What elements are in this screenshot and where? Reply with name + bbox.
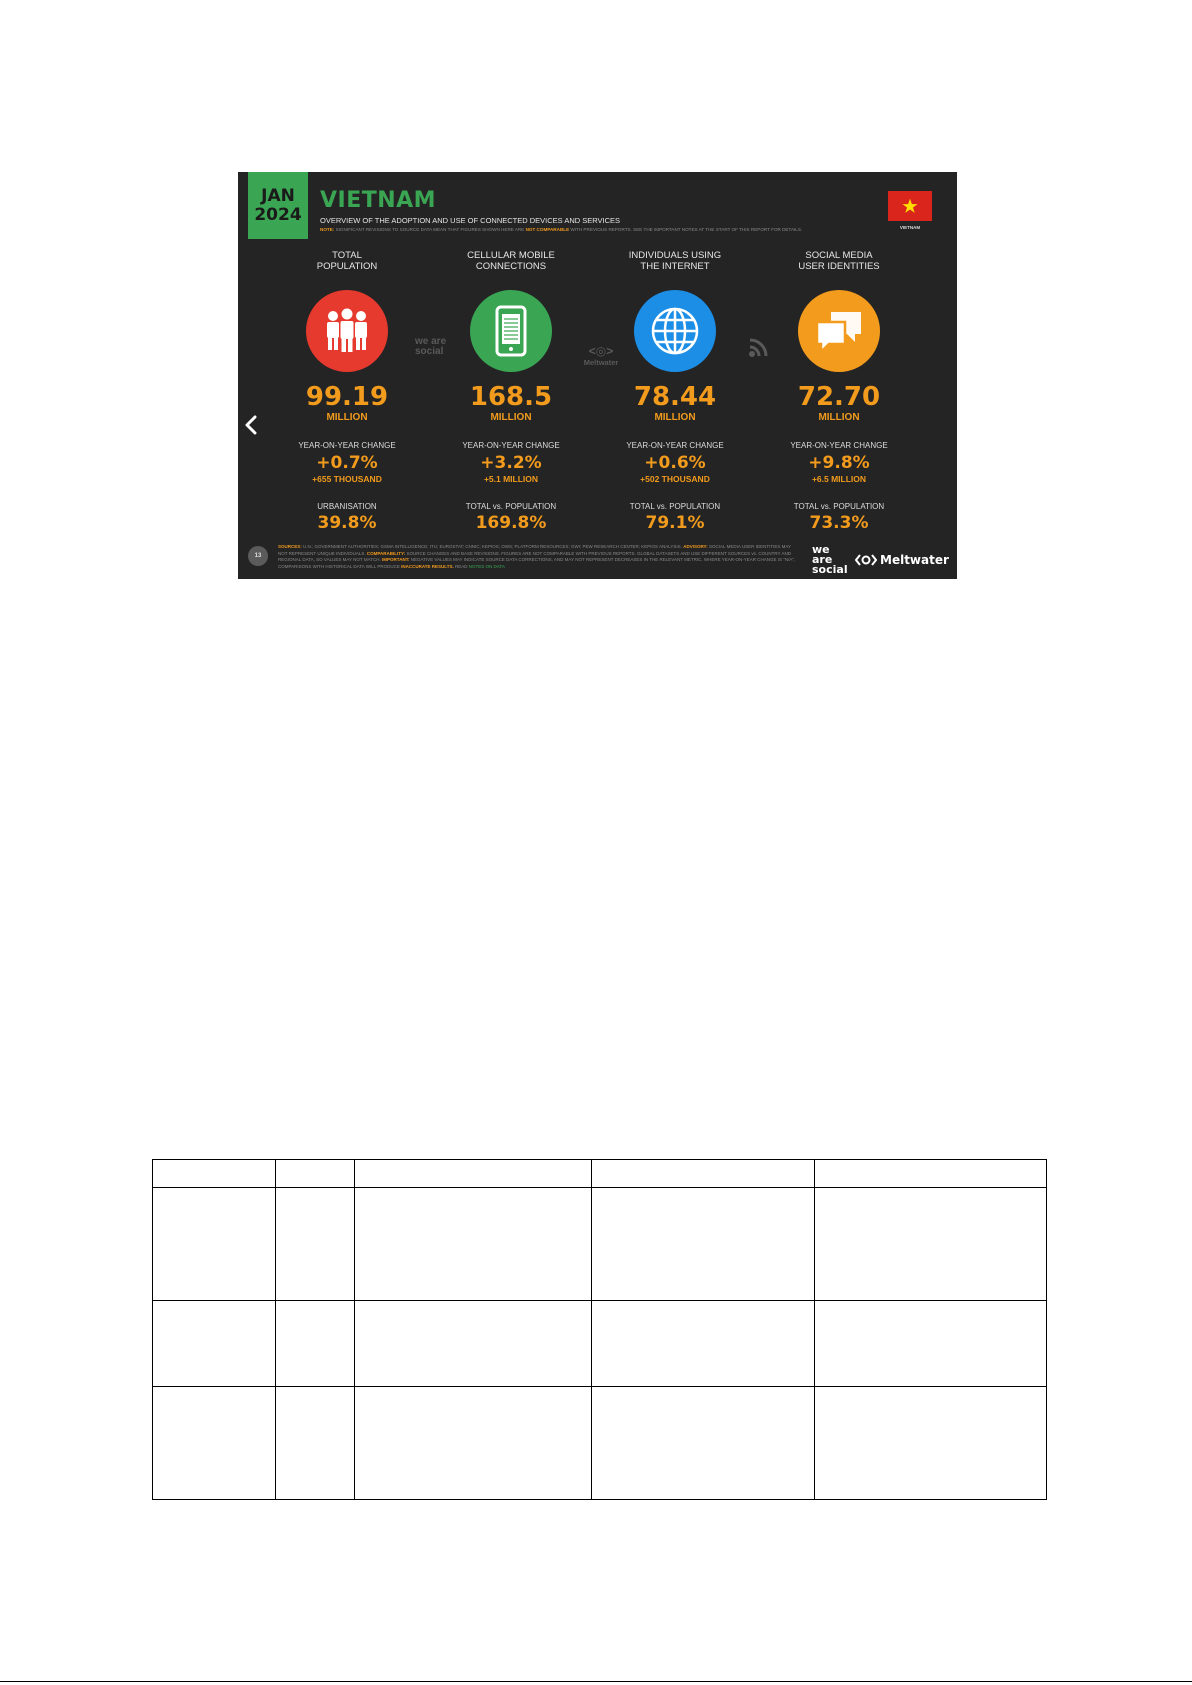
stat-column-population: [272, 250, 422, 532]
yoy-percent: +0.7%: [316, 453, 378, 473]
logo-was-line1: we: [812, 543, 830, 556]
advisory-label: ADVISORY:: [683, 544, 708, 549]
table-cell[interactable]: [592, 1387, 815, 1500]
stat-label: [436, 250, 586, 274]
table-cell[interactable]: [276, 1188, 355, 1301]
page-number: 13: [248, 546, 268, 566]
stat-label: [764, 250, 914, 274]
table-row: [153, 1188, 1047, 1301]
stat-unit: MILLION: [818, 412, 860, 423]
watermark-meltwater-text: Meltwater: [583, 358, 619, 367]
logo-was-line2: are: [812, 553, 833, 566]
table-cell[interactable]: [815, 1160, 1047, 1188]
comparability-body: SOURCE CHANGES AND BASE REVISIONS. FIGURES ARE NOT COMPARABLE WITH PREVIOUS REPORTS. GLOBAL DATASETS AND USE DIFFERENT SOURCES vs. COUNTRY AND REGIONAL DATA, SO VALUES MAY NOT MATCH.: [278, 550, 791, 562]
stat-label-line1: CELLULAR MOBILE: [467, 250, 555, 261]
table-cell[interactable]: [276, 1301, 355, 1387]
slide-note: [320, 227, 802, 232]
table-cell[interactable]: [276, 1387, 355, 1500]
table-cell[interactable]: [815, 1387, 1047, 1500]
logo-was-line3: social: [812, 563, 848, 576]
vietnam-flag-icon: [888, 191, 932, 221]
watermark-wearesocial: we are social: [415, 336, 447, 357]
sources-text: [278, 544, 798, 570]
table-cell[interactable]: [276, 1160, 355, 1188]
table-cell[interactable]: [592, 1188, 815, 1301]
globe-icon: [634, 290, 716, 372]
stat-label-line2: CONNECTIONS: [475, 261, 547, 272]
stat-value: 99.19: [305, 382, 389, 412]
stat-column-social-media: [764, 250, 914, 532]
meltwater-logo-text: Meltwater: [880, 553, 949, 567]
table-cell[interactable]: [355, 1160, 592, 1188]
note-highlight: NOT COMPARABLE: [525, 227, 570, 232]
stat-unit: MILLION: [490, 412, 532, 423]
yoy-absolute: +655 THOUSAND: [312, 474, 382, 484]
stat-label: [600, 250, 750, 274]
stat-label: [272, 250, 422, 274]
table-cell[interactable]: [153, 1301, 276, 1387]
table-cell[interactable]: [153, 1160, 276, 1188]
extra-label: TOTAL vs. POPULATION: [793, 502, 885, 511]
extra-label: TOTAL vs. POPULATION: [629, 502, 721, 511]
date-badge: [248, 172, 308, 239]
stat-value: 168.5: [469, 382, 553, 412]
yoy-absolute: +6.5 MILLION: [811, 474, 867, 484]
extra-value: 73.3%: [809, 513, 869, 533]
extra-value: 39.8%: [317, 513, 377, 533]
stat-value: 78.44: [633, 382, 717, 412]
readmore-text: READ: [454, 563, 468, 569]
table-cell[interactable]: [355, 1188, 592, 1301]
table-cell[interactable]: [592, 1160, 815, 1188]
stat-value: 72.70: [797, 382, 881, 412]
slide-title: VIETNAM: [320, 188, 437, 213]
extra-value: 79.1%: [645, 513, 705, 533]
extra-label: URBANISATION: [317, 502, 377, 511]
extra-label: TOTAL vs. POPULATION: [465, 502, 557, 511]
infographic-slide: [238, 172, 957, 579]
yoy-percent: +9.8%: [808, 453, 870, 473]
stat-label-line2: USER IDENTITIES: [798, 261, 880, 272]
table-row: [153, 1160, 1047, 1188]
meltwater-logo-icon: [855, 554, 877, 566]
inaccurate-label: INACCURATE RESULTS.: [401, 563, 454, 569]
stat-label-line1: SOCIAL MEDIA: [805, 250, 873, 261]
stat-label-line1: TOTAL: [332, 250, 362, 261]
comparability-label: COMPARABILITY:: [366, 550, 406, 556]
yoy-label: YEAR-ON-YEAR CHANGE: [626, 441, 724, 450]
previous-slide-arrow-icon[interactable]: [244, 415, 258, 435]
important-label: IMPORTANT:: [382, 557, 410, 562]
mobile-phone-icon: [470, 290, 552, 372]
stat-label-line2: POPULATION: [316, 261, 378, 272]
meltwater-logo: [855, 553, 949, 567]
stat-column-mobile: [436, 250, 586, 532]
yoy-absolute: +5.1 MILLION: [483, 474, 539, 484]
note-prefix: NOTE:: [320, 227, 335, 232]
yoy-absolute: +502 THOUSAND: [640, 474, 710, 484]
important-body: NEGATIVE VALUES MAY INDICATE SOURCE DATA CORRECTIONS, AND MAY NOT REPRESENT DECREASES IN THE RELEVANT METRIC. WHERE YEAR-ON-YEAR CHANGE IS "N/A", COMPARISONS WITH HISTORICAL DATA WILL PRODUCE: [278, 557, 796, 569]
notes-on-data-link[interactable]: NOTES ON DATA: [468, 563, 505, 569]
stat-column-internet: [600, 250, 750, 532]
table-cell[interactable]: [592, 1301, 815, 1387]
table-cell[interactable]: [153, 1188, 276, 1301]
stat-label-line2: THE INTERNET: [640, 261, 710, 272]
table-cell[interactable]: [815, 1301, 1047, 1387]
date-month: JAN: [261, 185, 295, 206]
empty-table: [152, 1159, 1047, 1500]
yoy-label: YEAR-ON-YEAR CHANGE: [462, 441, 560, 450]
meltwater-watermark-icon: <◎>: [588, 344, 614, 358]
stat-unit: MILLION: [654, 412, 696, 423]
extra-value: 169.8%: [475, 513, 547, 533]
yoy-label: YEAR-ON-YEAR CHANGE: [298, 441, 396, 450]
page-bottom-rule: [0, 1681, 1192, 1682]
yoy-percent: +0.6%: [644, 453, 706, 473]
note-text-1: SIGNIFICANT REVISIONS TO SOURCE DATA MEAN THAT FIGURES SHOWN HERE ARE: [335, 227, 525, 232]
table-cell[interactable]: [355, 1301, 592, 1387]
stat-label-line1: INDIVIDUALS USING: [628, 250, 722, 261]
sources-label: SOURCES:: [278, 544, 302, 549]
table-cell[interactable]: [815, 1188, 1047, 1301]
yoy-percent: +3.2%: [480, 453, 542, 473]
sources-body: U.N.; GOVERNMENT AUTHORITIES; GSMA INTELLIGENCE; ITU; EUROSTAT; CNNIC; KEPIOS; OWS; PLATFORM RESOURCES; GWI; PEW RESEARCH CENTER; KEPIOS ANALYSIS.: [303, 544, 682, 549]
date-year: 2024: [254, 204, 302, 225]
advisory-body: SOCIAL MEDIA USER IDENTITIES MAY NOT REPRESENT UNIQUE INDIVIDUALS.: [278, 544, 791, 556]
chat-bubbles-icon: [798, 290, 880, 372]
people-icon: [306, 290, 388, 372]
table-cell[interactable]: [355, 1387, 592, 1500]
slide-subtitle: OVERVIEW OF THE ADOPTION AND USE OF CONNECTED DEVICES AND SERVICES: [320, 216, 621, 225]
yoy-label: YEAR-ON-YEAR CHANGE: [790, 441, 888, 450]
table-cell[interactable]: [153, 1387, 276, 1500]
table-row: [153, 1387, 1047, 1500]
we-are-social-logo: [812, 545, 848, 575]
flag-label: VIETNAM: [899, 225, 921, 230]
table-row: [153, 1301, 1047, 1387]
stat-unit: MILLION: [326, 412, 368, 423]
note-text-2: WITH PREVIOUS REPORTS. SEE THE IMPORTANT NOTES AT THE START OF THIS REPORT FOR DETAILS.: [570, 227, 803, 232]
